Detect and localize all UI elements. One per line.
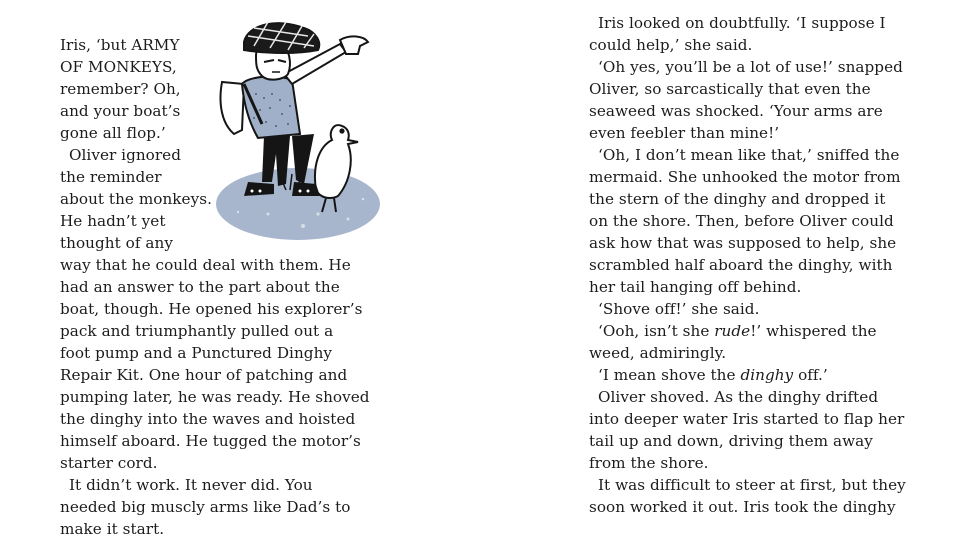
boy-and-seagull-illustration xyxy=(208,14,396,246)
text-line: thought of any xyxy=(60,234,173,252)
text-line: could help,’ she said. xyxy=(589,36,753,54)
boy-sweater xyxy=(242,77,300,138)
text-line: pack and triumphantly pulled out a xyxy=(60,322,334,340)
text-line: scrambled half aboard the dinghy, with xyxy=(589,256,893,274)
text-line: way that he could deal with them. He xyxy=(60,256,351,274)
text-line: from the shore. xyxy=(589,454,709,472)
text-line: seaweed was shocked. ‘Your arms are xyxy=(589,102,883,120)
text-line: into deeper water Iris started to flap her xyxy=(589,410,905,428)
boy-hand xyxy=(340,36,368,54)
text-line: starter cord. xyxy=(60,454,158,472)
text-line: needed big muscly arms like Dad’s to xyxy=(60,498,351,516)
text-line: ask how that was supposed to help, she xyxy=(589,234,897,252)
text-line: mermaid. She unhooked the motor from xyxy=(589,168,901,186)
text-line: ‘Ooh, isn’t she rude!’ whispered the xyxy=(598,322,877,340)
text-line: Iris, ‘but ARMY xyxy=(60,36,180,54)
text-line: and your boat’s xyxy=(60,102,181,120)
text-line: ‘Shove off!’ she said. xyxy=(598,300,760,318)
text-line: himself aboard. He tugged the motor’s xyxy=(60,432,361,450)
text-line: Iris looked on doubtfully. ‘I suppose I xyxy=(598,14,886,32)
text-line: ‘Oh, I don’t mean like that,’ sniffed the xyxy=(598,146,900,164)
text-line: weed, admiringly. xyxy=(589,344,727,362)
text-line: foot pump and a Punctured Dinghy xyxy=(60,344,333,362)
text-line: Oliver, so sarcastically that even the xyxy=(589,80,871,98)
text-line: on the shore. Then, before Oliver could xyxy=(589,212,894,230)
text-line: It was difficult to steer at first, but they xyxy=(598,476,906,494)
text-line: the dinghy into the waves and hoisted xyxy=(60,410,356,428)
text-line: make it start. xyxy=(60,520,165,538)
text-line: OF MONKEYS, xyxy=(60,58,177,76)
text-line: remember? Oh, xyxy=(60,80,181,98)
text-line: the stern of the dinghy and dropped it xyxy=(589,190,886,208)
text-line: pumping later, he was ready. He shoved xyxy=(60,388,370,406)
text-line: He hadn’t yet xyxy=(60,212,166,230)
text-line: Repair Kit. One hour of patching and xyxy=(60,366,348,384)
text-line: Oliver shoved. As the dinghy drifted xyxy=(598,388,879,406)
text-line: ‘I mean shove the dinghy off.’ xyxy=(598,366,828,384)
text-line: even feebler than mine!’ xyxy=(589,124,780,142)
text-line: ‘Oh yes, you’ll be a lot of use!’ snapped xyxy=(598,58,903,76)
text-line: gone all flop.’ xyxy=(60,124,166,142)
text-line: It didn’t work. It never did. You xyxy=(69,476,313,494)
text-line: tail up and down, driving them away xyxy=(589,432,873,450)
text-line: soon worked it out. Iris took the dinghy xyxy=(589,498,896,516)
text-line: the reminder xyxy=(60,168,162,186)
text-line: about the monkeys. xyxy=(60,190,212,208)
text-line: boat, though. He opened his explorer’s xyxy=(60,300,363,318)
text-line: her tail hanging off behind. xyxy=(589,278,802,296)
backpack xyxy=(221,82,245,134)
text-line: Oliver ignored xyxy=(69,146,181,164)
text-line: had an answer to the part about the xyxy=(60,278,340,296)
